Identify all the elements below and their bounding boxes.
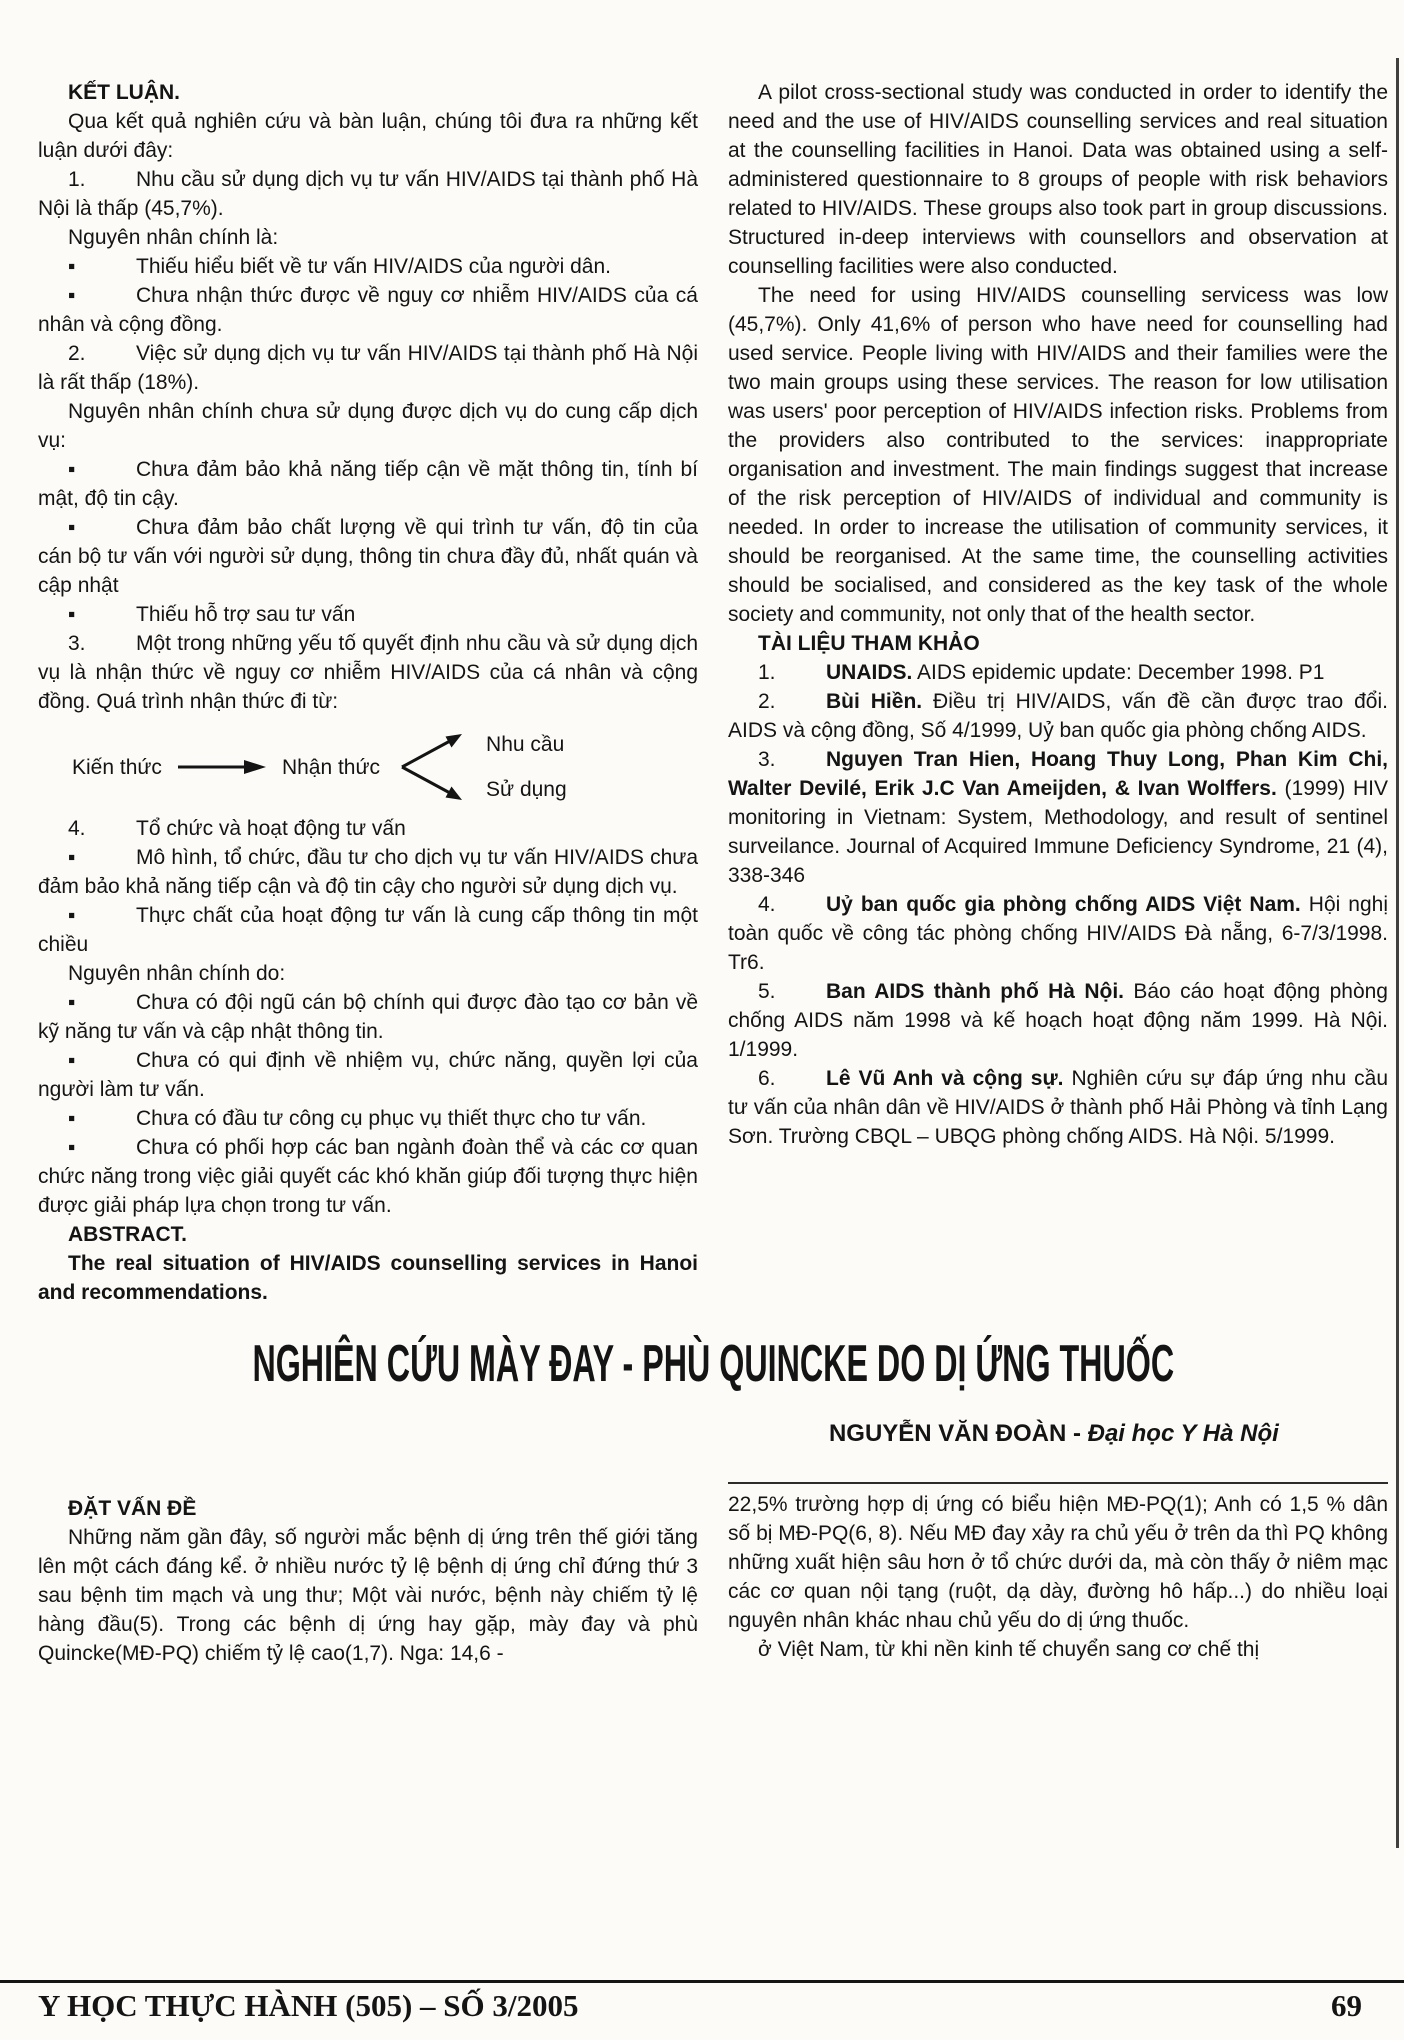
- list-marker: ▪: [68, 284, 76, 307]
- list-item: 3. Nguyen Tran Hien, Hoang Thuy Long, Phan Kim Chi, Walter Devilé, Erik J.C Van Ameijden, & Ivan Wolffers. (1999) HIV monitoring in Vietnam: System, Methodology, and result of sentinel surveilance. Journal of Acquired Immune Deficiency Syndrome, 21 (4), 338-346: [728, 745, 1388, 890]
- article2-right-column: [728, 1482, 1388, 1668]
- list-marker: ▪: [68, 255, 76, 278]
- paragraph: The need for using HIV/AIDS counselling servicess was low (45,7%). Only 41,6% of person who have need for counselling had used service. People living with HIV/AIDS and their families were the two main groups using these services. The reason for low utilisation was users' poor perception of HIV/AIDS infection risks. Problems from the providers also contributed to the services: inappropriate organisation and investment. The main findings suggest that increase of the risk perception of HIV/AIDS of individual and community is needed. In order to increase the utilisation of community services, it should be reorganised. At the same time, the counselling activities should be socialised, and considered as the key task of the whole society and community, not only that of the health sector.: [728, 284, 1388, 626]
- article2-author-line: [727, 1419, 1382, 1448]
- branch-arrows-icon: [396, 728, 470, 806]
- list-marker: ▪: [68, 516, 76, 539]
- list-marker: ▪: [68, 846, 76, 869]
- article-2: [38, 1482, 1388, 1668]
- list-item: ▪ Thiếu hiểu biết về tư vấn HIV/AIDS của người dân.: [38, 252, 698, 281]
- reference-authors: Lê Vũ Anh và cộng sự.: [826, 1067, 1064, 1090]
- list-marker: 2.: [68, 342, 86, 365]
- paragraph: ở Việt Nam, từ khi nền kinh tế chuyển sang cơ chế thị: [758, 1638, 1260, 1661]
- paragraph: Nguyên nhân chính do:: [68, 962, 286, 985]
- perception-process-diagram: [72, 728, 698, 806]
- list-item: ▪ Chưa có qui định về nhiệm vụ, chức năng, quyền lợi của người làm tư vấn.: [38, 1046, 698, 1104]
- list-item: ▪ Thiếu hỗ trợ sau tư vấn: [38, 600, 698, 629]
- list-item: ▪ Chưa nhận thức được về nguy cơ nhiễm HIV/AIDS của cá nhân và cộng đồng.: [38, 281, 698, 339]
- diagram-node-need: Nhu cầu: [486, 733, 565, 756]
- paragraph: Nguyên nhân chính là:: [68, 226, 279, 249]
- diagram-node-knowledge: Kiến thức: [72, 755, 162, 779]
- author-affiliation: Đại học Y Hà Nội: [1087, 1420, 1279, 1447]
- list-item: 4. Uỷ ban quốc gia phòng chống AIDS Việt Nam. Hội nghị toàn quốc về công tác phòng chống HIV/AIDS Đà nẵng, 6-7/3/1998. Tr6.: [728, 890, 1388, 977]
- reference-authors: Bùi Hiền.: [826, 690, 923, 713]
- article-1: [38, 78, 1388, 1307]
- section-heading: ĐẶT VẤN ĐỀ: [68, 1497, 197, 1520]
- reference-authors: UNAIDS.: [826, 661, 913, 684]
- list-item: ▪ Chưa có phối hợp các ban ngành đoàn thể và các cơ quan chức năng trong việc giải quyết các khó khăn giúp đối tượng thực hiện được giải pháp lựa chọn trong tư vấn.: [38, 1133, 698, 1220]
- list-marker: 1.: [68, 168, 86, 191]
- list-item: 6. Lê Vũ Anh và cộng sự. Nghiên cứu sự đáp ứng nhu cầu tư vấn của nhân dân về HIV/AIDS ở thành phố Hải Phòng và tỉnh Lạng Sơn. Trường CBQL – UBQG phòng chống AIDS. Hà Nội. 5/1999.: [728, 1064, 1388, 1151]
- paragraph: A pilot cross-sectional study was conducted in order to identify the need and the use of HIV/AIDS counselling services and real situation at the counselling facilities in Hanoi. Data was obtained using a self-administered questionnaire to 8 groups of people with risk behaviors related to HIV/AIDS. These groups also took part in group discussions. Structured in-deep interviews with counsellors and observation at counselling facilities were also conducted.: [728, 81, 1388, 278]
- list-item: 1. Nhu cầu sử dụng dịch vụ tư vấn HIV/AIDS tại thành phố Hà Nội là thấp (45,7%).: [38, 165, 698, 223]
- list-marker: 2.: [758, 690, 776, 713]
- page-number: 69: [1331, 1988, 1362, 2023]
- paragraph: The real situation of HIV/AIDS counselling services in Hanoi and recommendations.: [38, 1252, 698, 1304]
- paragraph: Những năm gần đây, số người mắc bệnh dị ứng trên thế giới tăng lên một cách đáng kể. ở nhiều nước tỷ lệ bệnh dị ứng chỉ đứng thứ 3 sau bệnh tim mạch và ung thư; Một vài nước, bệnh này chiếm tỷ lệ hàng đầu(5). Trong các bệnh dị ứng hay gặp, mày đay và phù Quincke(MĐ-PQ) chiếm tỷ lệ cao(1,7). Nga: 14,6 -: [38, 1526, 698, 1665]
- journal-title: Y HỌC THỰC HÀNH (505) – SỐ 3/2005: [38, 1988, 579, 2023]
- list-item: ▪ Mô hình, tổ chức, đầu tư cho dịch vụ tư vấn HIV/AIDS chưa đảm bảo khả năng tiếp cận và độ tin cậy cho người sử dụng dịch vụ.: [38, 843, 698, 901]
- page-footer: [0, 1980, 1404, 2040]
- list-item: 1. UNAIDS. AIDS epidemic update: December 1998. P1: [728, 658, 1388, 687]
- article2-title-row: [38, 1335, 1388, 1393]
- paragraph: Nguyên nhân chính chưa sử dụng được dịch vụ do cung cấp dịch vụ:: [38, 400, 698, 452]
- list-marker: ▪: [68, 904, 76, 927]
- section-heading: TÀI LIỆU THAM KHẢO: [758, 632, 980, 655]
- reference-authors: Ban AIDS thành phố Hà Nội.: [826, 980, 1124, 1003]
- list-marker: 4.: [68, 817, 86, 840]
- list-marker: 3.: [68, 632, 86, 655]
- reference-authors: Nguyen Tran Hien, Hoang Thuy Long, Phan Kim Chi, Walter Devilé, Erik J.C Van Ameijden, & Ivan Wolffers.: [728, 748, 1388, 800]
- list-item: 2. Việc sử dụng dịch vụ tư vấn HIV/AIDS tại thành phố Hà Nội là rất thấp (18%).: [38, 339, 698, 397]
- scan-edge-artifact: [1396, 58, 1399, 1848]
- list-marker: ▪: [68, 991, 76, 1014]
- article2-left-column: [38, 1482, 698, 1668]
- list-item: 3. Một trong những yếu tố quyết định nhu cầu và sử dụng dịch vụ là nhận thức về nguy cơ nhiễm HIV/AIDS của cá nhân và cộng đồng. Quá trình nhận thức đi từ:: [38, 629, 698, 716]
- list-item: 5. Ban AIDS thành phố Hà Nội. Báo cáo hoạt động phòng chống AIDS năm 1998 và kế hoạch hoạt động năm 1999. Hà Nội. 1/1999.: [728, 977, 1388, 1064]
- section-heading: KẾT LUẬN.: [68, 81, 180, 104]
- article2-title: NGHIÊN CỨU MÀY ĐAY - PHÙ QUINCKE DO DỊ ỨNG THUỐC: [252, 1335, 1174, 1393]
- list-marker: 5.: [758, 980, 776, 1003]
- list-marker: 3.: [758, 748, 776, 771]
- paragraph: 22,5% trường hợp dị ứng có biểu hiện MĐ-PQ(1); Anh có 1,5 % dân số bị MĐ-PQ(6, 8). Nếu MĐ đay xảy ra chủ yếu ở trên da thì PQ không những xuất hiện sâu hơn ở tổ chức dưới da, mà còn thấy ở niêm mạc các cơ quan nội tạng (ruột, dạ dày, đường hô hấp...) do nhiều loại nguyên nhân khác nhau chủ yếu do dị ứng thuốc.: [728, 1493, 1388, 1632]
- paragraph: Qua kết quả nghiên cứu và bàn luận, chúng tôi đưa ra những kết luận dưới đây:: [38, 110, 698, 162]
- list-item: ▪ Chưa có đội ngũ cán bộ chính qui được đào tạo cơ bản về kỹ năng tư vấn và cập nhật thông tin.: [38, 988, 698, 1046]
- article1-left-column: [38, 78, 698, 1307]
- list-marker: ▪: [68, 1049, 76, 1072]
- list-item: ▪ Thực chất của hoạt động tư vấn là cung cấp thông tin một chiều: [38, 901, 698, 959]
- diagram-outcomes: [486, 730, 567, 804]
- list-item: 2. Bùi Hiền. Điều trị HIV/AIDS, vấn đề cần được trao đổi. AIDS và cộng đồng, Số 4/1999, Uỷ ban quốc gia phòng chống AIDS.: [728, 687, 1388, 745]
- list-item: ▪ Chưa đảm bảo khả năng tiếp cận về mặt thông tin, tính bí mật, độ tin cậy.: [38, 455, 698, 513]
- list-marker: ▪: [68, 1136, 76, 1159]
- list-marker: ▪: [68, 458, 76, 481]
- list-marker: ▪: [68, 1107, 76, 1130]
- list-marker: 1.: [758, 661, 776, 684]
- article1-right-column: [728, 78, 1388, 1307]
- diagram-node-use: Sử dụng: [486, 778, 567, 801]
- diagram-node-perception: Nhận thức: [281, 755, 381, 779]
- list-item: ▪ Chưa có đầu tư công cụ phục vụ thiết thực cho tư vấn.: [38, 1104, 698, 1133]
- author-name: NGUYỄN VĂN ĐOÀN -: [828, 1420, 1088, 1447]
- arrow-right-icon: [178, 759, 266, 775]
- list-item: 4. Tổ chức và hoạt động tư vấn: [38, 814, 698, 843]
- list-item: ▪ Chưa đảm bảo chất lượng về qui trình tư vấn, độ tin của cán bộ tư vấn với người sử dụng, thông tin chưa đầy đủ, nhất quán và cập nhật: [38, 513, 698, 600]
- list-marker: 4.: [758, 893, 776, 916]
- list-marker: 6.: [758, 1067, 776, 1090]
- section-heading: ABSTRACT.: [68, 1223, 187, 1246]
- list-marker: ▪: [68, 603, 76, 626]
- reference-authors: Uỷ ban quốc gia phòng chống AIDS Việt Nam.: [826, 893, 1301, 916]
